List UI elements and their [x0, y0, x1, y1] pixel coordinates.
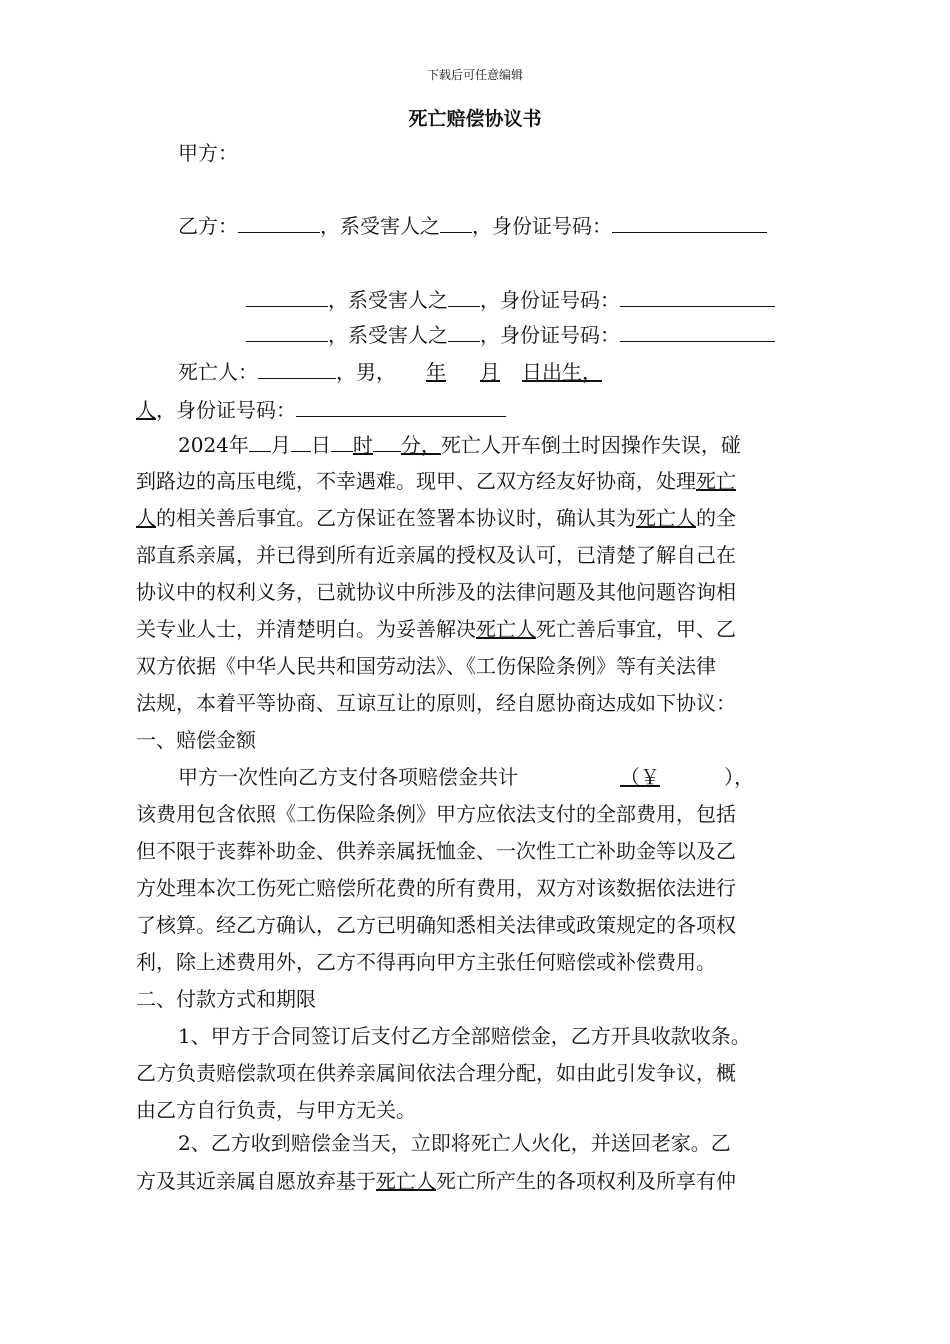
deceased-line-1: [178, 358, 858, 385]
para1-line-6: 关专业人士，并清楚明白。为妥善解决死亡人死亡善后事宜，甲、乙: [136, 617, 736, 641]
deceased-line-2: [136, 396, 816, 423]
section1-line-3: 但不限于丧葬补助金、供养亲属抚恤金、一次性工亡补助金等以及乙: [136, 839, 736, 863]
id-blank[interactable]: [620, 286, 775, 307]
party-b-label: 乙方：: [178, 214, 238, 238]
section2-p2-line-1: 2、乙方收到赔偿金当天，立即将死亡人火化，并送回老家。乙: [178, 1131, 731, 1155]
section2-p1-line-3: 由乙方自行负责，与甲方无关。: [136, 1098, 416, 1122]
para1-line-2: 到路边的高压电缆，不幸遇难。现甲、乙双方经友好协商，处理死亡: [136, 469, 736, 493]
deceased-label: 死亡人：: [178, 360, 258, 384]
deceased-name-blank[interactable]: [258, 358, 336, 379]
minute-blank[interactable]: [373, 431, 401, 452]
deceased-id-blank[interactable]: [296, 396, 506, 417]
name-blank[interactable]: [246, 286, 328, 307]
gender-text: ，男，: [336, 360, 396, 384]
para1-line-3: 人的相关善后事宜。乙方保证在签署本协议时，确认其为死亡人的全: [136, 506, 736, 530]
id-label: ，身份证号码：: [480, 288, 620, 312]
party-a-label: 甲方：: [178, 141, 238, 165]
section1-line-1: 甲方一次性向乙方支付各项赔偿金共计 （￥ ），: [178, 765, 754, 789]
document-title: 死亡赔偿协议书: [408, 108, 542, 130]
party-b-line-3: [246, 321, 926, 348]
section2-p1-line-1: 1、甲方于合同签订后支付乙方全部赔偿金，乙方开具收款收条。: [178, 1024, 751, 1048]
para1-line-5: 协议中的权利义务，已就协议中所涉及的法律问题及其他问题咨询相: [136, 580, 736, 604]
party-a-line: [178, 140, 858, 166]
day-blank[interactable]: [291, 431, 311, 452]
section1-line-4: 方处理本次工伤死亡赔偿所花费的所有费用，双方对该数据依法进行: [136, 876, 736, 900]
id-blank[interactable]: [620, 321, 775, 342]
party-b-line-1: [178, 212, 858, 239]
para1-line-8: 法规，本着平等协商、互谅互让的原则，经自愿协商达成如下协议：: [136, 691, 736, 715]
para1-line-1: 2024年 月 日 时 分，死亡人开车倒土时因操作失误，碰: [178, 433, 741, 457]
name-blank[interactable]: [246, 321, 328, 342]
party-b-line-2: [246, 286, 926, 313]
id-blank[interactable]: [612, 212, 767, 233]
section1-line-6: 利，除上述费用外，乙方不得再向甲方主张任何赔偿或补偿费用。: [136, 950, 716, 974]
relation-label: ，系受害人之: [328, 288, 448, 312]
section1-line-2: 该费用包含依照《工伤保险条例》甲方应依法支付的全部费用，包括: [136, 802, 736, 826]
relation-label: ，系受害人之: [328, 323, 448, 347]
page-header-note: 下载后可任意编辑: [426, 68, 523, 82]
relation-blank[interactable]: [448, 286, 480, 307]
relation-label: ，系受害人之: [320, 214, 440, 238]
section1-line-5: 了核算。经乙方确认，乙方已明确知悉相关法律或政策规定的各项权: [136, 913, 736, 937]
section1-heading: 一、赔偿金额: [136, 728, 256, 752]
birth-date-field[interactable]: 年 月 日出生，: [426, 360, 602, 384]
deceased-id-label: ，身份证号码：: [156, 398, 296, 422]
amount-field[interactable]: （￥: [620, 765, 660, 789]
para1-line-7: 双方依据《中华人民共和国劳动法》、《工伤保险条例》等有关法律: [136, 654, 716, 678]
para1-line-4: 部直系亲属，并已得到所有近亲属的授权及认可，已清楚了解自己在: [136, 543, 736, 567]
month-blank[interactable]: [249, 431, 271, 452]
id-label: ，身份证号码：: [480, 323, 620, 347]
relation-blank[interactable]: [440, 212, 472, 233]
relation-blank[interactable]: [448, 321, 480, 342]
deceased-origin-field[interactable]: 人: [136, 398, 156, 422]
id-label: ，身份证号码：: [472, 214, 612, 238]
name-blank[interactable]: [238, 212, 320, 233]
hour-blank[interactable]: [331, 431, 353, 452]
section2-p2-line-2: 方及其近亲属自愿放弃基于死亡人死亡所产生的各项权利及所享有仲: [136, 1169, 736, 1193]
section2-heading: 二、付款方式和期限: [136, 987, 316, 1011]
section2-p1-line-2: 乙方负责赔偿款项在供养亲属间依法合理分配，如由此引发争议，概: [136, 1061, 736, 1085]
